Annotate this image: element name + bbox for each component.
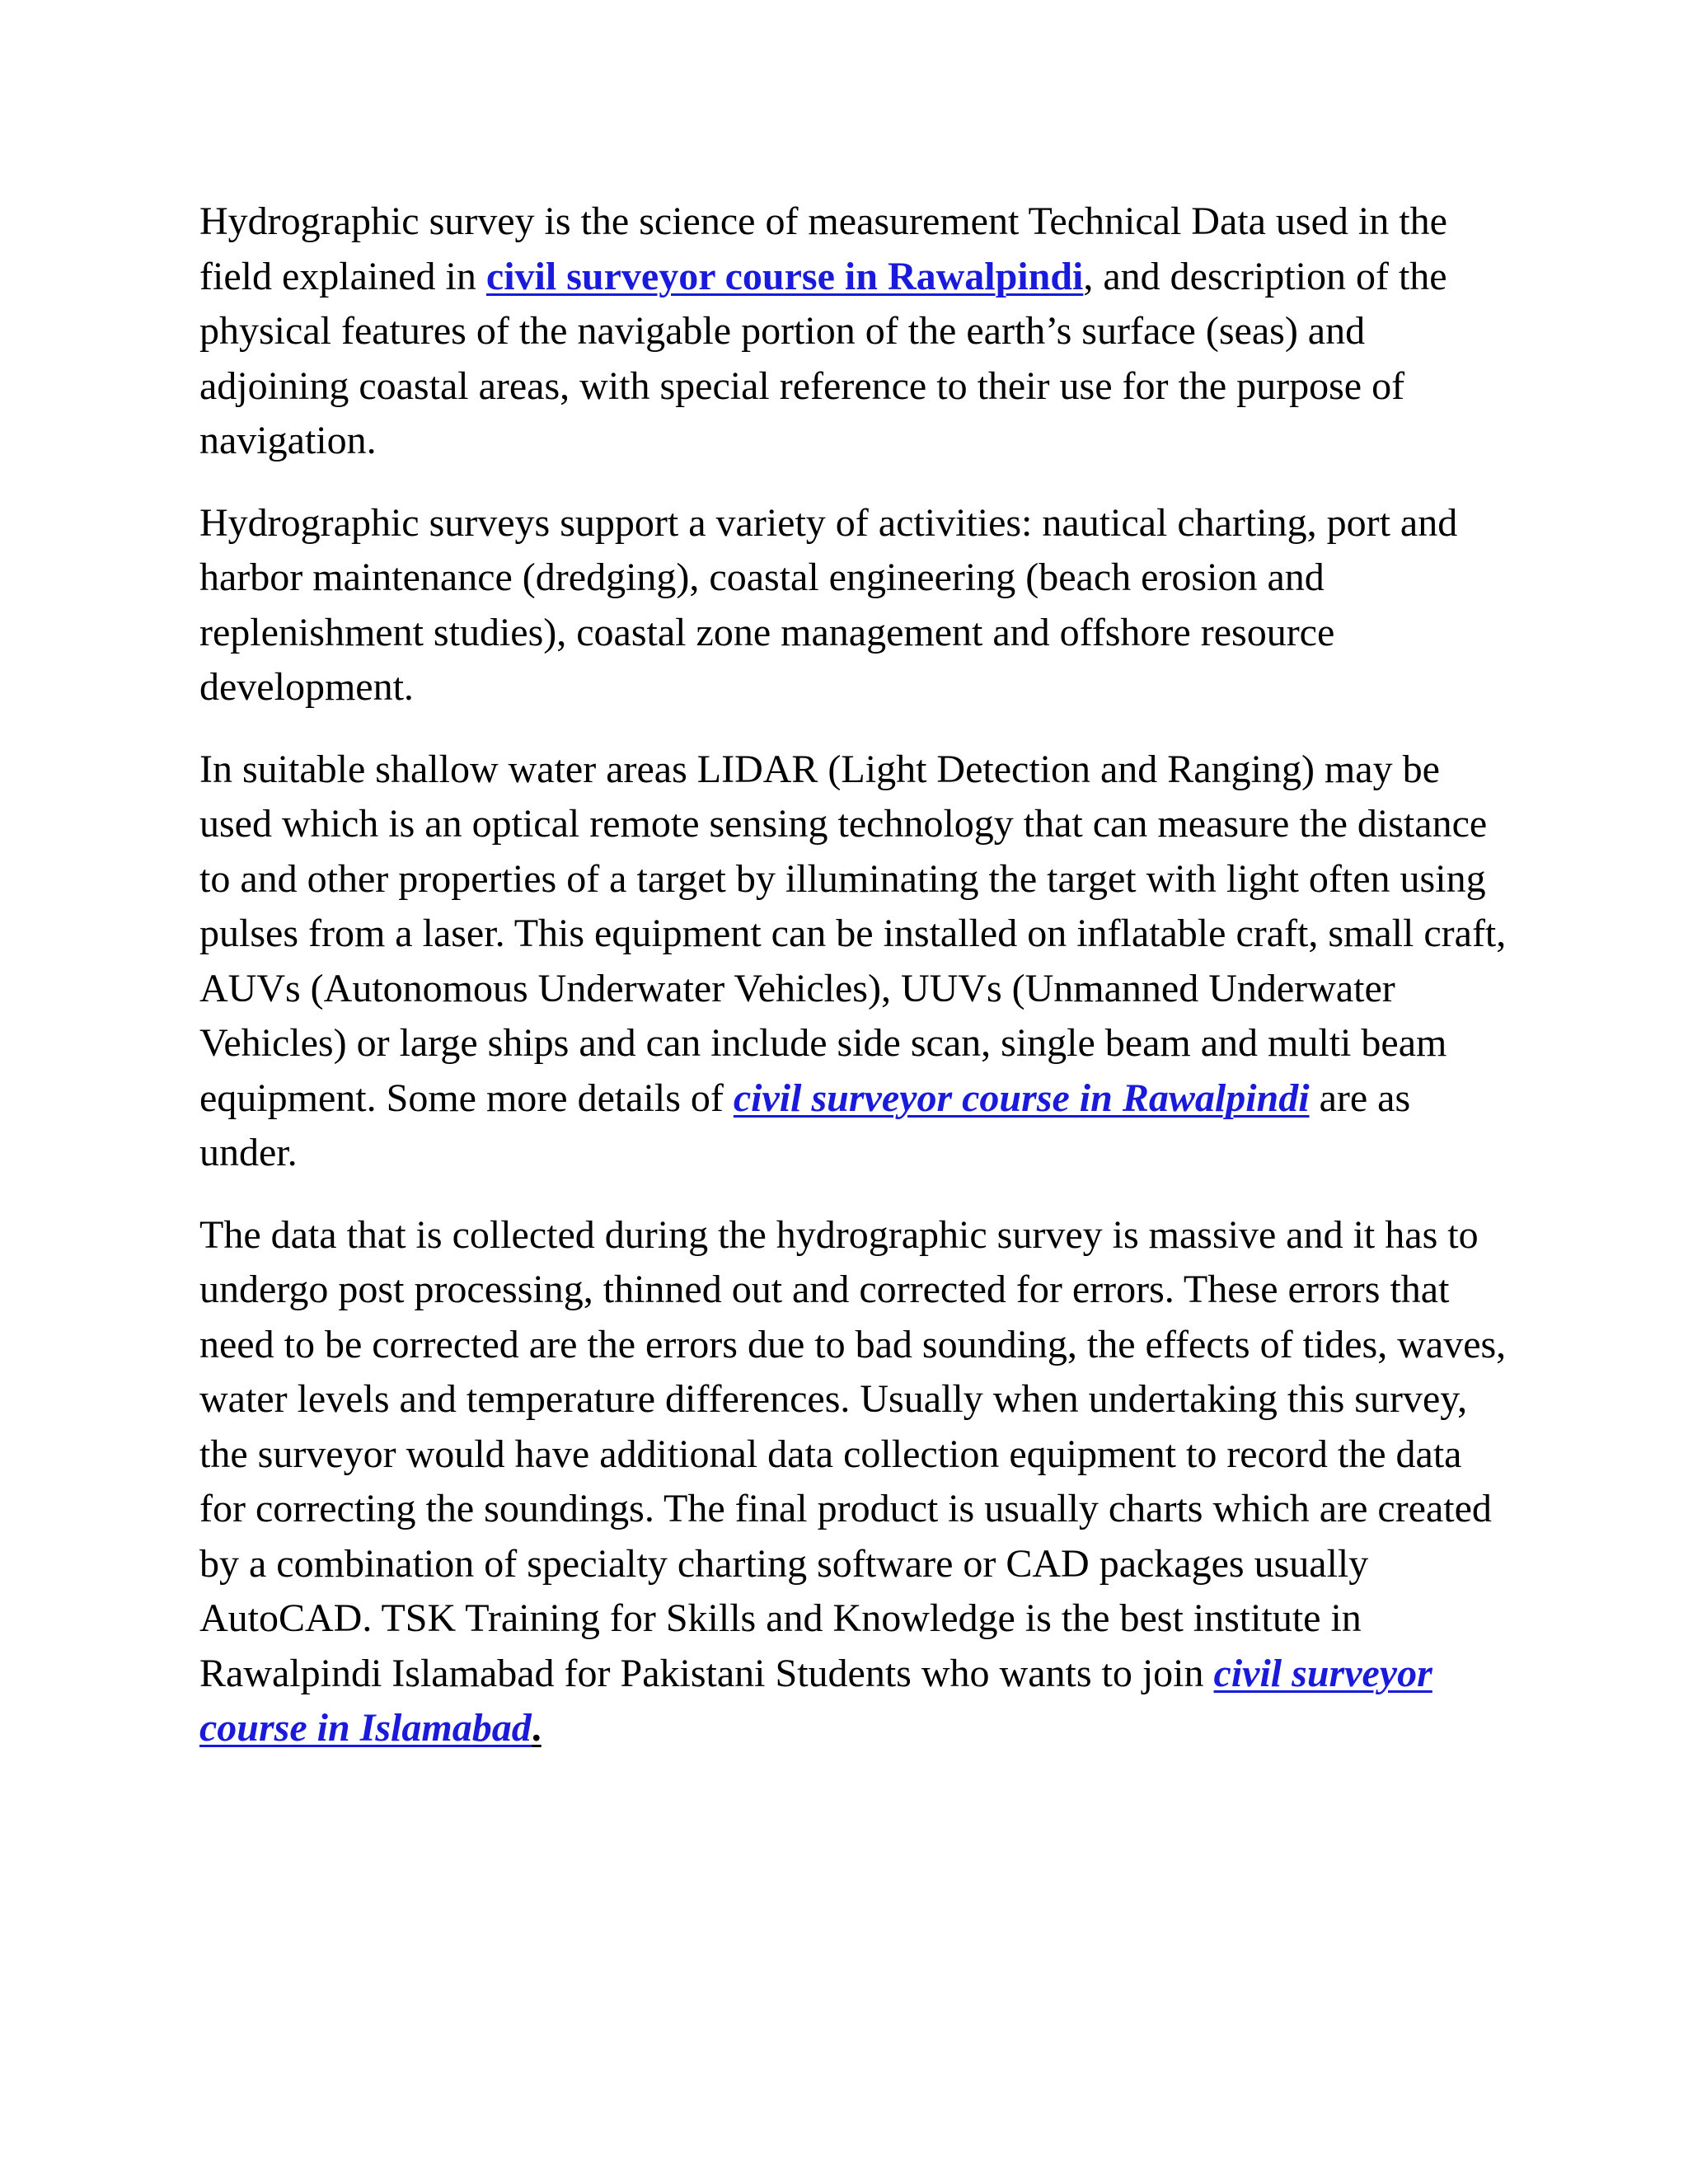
- paragraph-text: Hydrographic surveys support a variety of activities: nautical charting, port and harbor maintenance (dredging), coastal engineering (beach erosion and replenishment studies), coastal zone management and offshore resource development.: [199, 500, 1458, 709]
- paragraph-activities: [199, 496, 1510, 715]
- paragraph-text: Hydrographic survey is the science of measurement Technical Data used in the field explained in: [199, 199, 1447, 298]
- paragraph-text: , and description of the physical features of the navigable portion of the earth’s surface (seas) and adjoining coastal areas, with special reference to their use for the purpose of navigation.: [199, 254, 1447, 462]
- paragraph-data-processing: [199, 1208, 1510, 1756]
- paragraph-text: are as under.: [199, 1076, 1411, 1174]
- paragraph-lidar: [199, 743, 1510, 1181]
- paragraph-end-period: .: [531, 1706, 542, 1750]
- paragraph-text: The data that is collected during the hydrographic survey is massive and it has to undergo post processing, thinned out and corrected for errors. These errors that need to be corrected are the errors due to bad sounding, the effects of tides, waves, water levels and temperature differences. Usually when undertaking this survey, the surveyor would have additional data collection equipment to record the data for correcting the soundings. The final product is usually charts which are created by a combination of specialty charting software or CAD packages usually AutoCAD. TSK Training for Skills and Knowledge is the best institute in Rawalpindi Islamabad for Pakistani Students who wants to join: [199, 1212, 1507, 1695]
- civil-surveyor-rawalpindi-link[interactable]: civil surveyor course in Rawalpindi: [485, 254, 1084, 298]
- document-body: [199, 194, 1510, 1783]
- paragraph-text: In suitable shallow water areas LIDAR (Light Detection and Ranging) may be used which is an optical remote sensing technology that can measure the distance to and other properties of a target by illuminating the target with light often using pulses from a laser. This equipment can be installed on inflatable craft, small craft, AUVs (Autonomous Underwater Vehicles), UUVs (Unmanned Underwater Vehicles) or large ships and can include side scan, single beam and multi beam equipment. Some more details of: [199, 747, 1507, 1120]
- paragraph-hydrographic-definition: [199, 194, 1510, 469]
- civil-surveyor-islamabad-link[interactable]: civil surveyor course in Islamabad: [199, 1651, 1432, 1750]
- civil-surveyor-rawalpindi-link-italic[interactable]: civil surveyor course in Rawalpindi: [733, 1076, 1310, 1120]
